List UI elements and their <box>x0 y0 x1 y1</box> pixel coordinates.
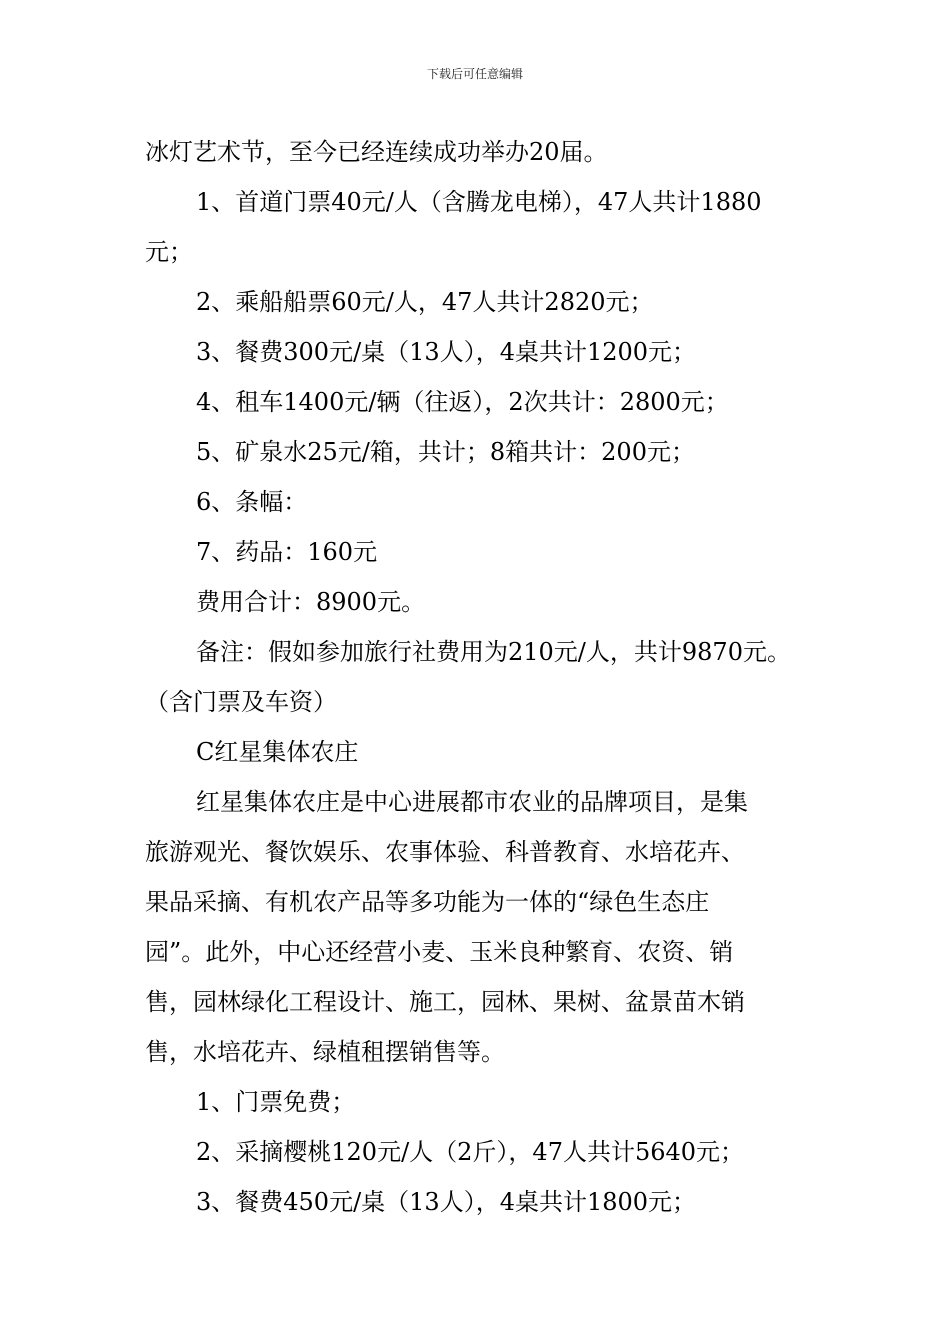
text-line: 2、乘船船票60元/人，47人共计2820元； <box>196 288 654 316</box>
text-line: 售，园林绿化工程设计、施工，园林、果树、盆景苗木销 <box>145 988 745 1016</box>
text-line: 5、矿泉水25元/箱，共计；8箱共计：200元； <box>196 438 695 466</box>
section-heading: C红星集体农庄 <box>196 738 359 766</box>
text-line: 园”。此外，中心还经营小麦、玉米良种繁育、农资、销 <box>145 938 734 966</box>
text-line: 费用合计：8900元。 <box>196 588 426 616</box>
text-line: 3、餐费450元/桌（13人），4桌共计1800元； <box>196 1188 697 1216</box>
text-line: 冰灯艺术节，至今已经连续成功举办20届。 <box>145 138 608 166</box>
text-line: （含门票及车资） <box>145 688 337 716</box>
text-line: 2、采摘樱桃120元/人（2斤），47人共计5640元； <box>196 1138 745 1166</box>
document-body <box>145 127 820 1227</box>
text-line: 元； <box>145 238 193 266</box>
text-line: 果品采摘、有机农产品等多功能为一体的“绿色生态庄 <box>145 888 710 916</box>
text-line: 旅游观光、餐饮娱乐、农事体验、科普教育、水培花卉、 <box>145 838 745 866</box>
text-line: 1、首道门票40元/人（含腾龙电梯），47人共计1880 <box>196 188 762 216</box>
text-line: 4、租车1400元/辆（往返），2次共计：2800元； <box>196 388 729 416</box>
page-header: 下载后可任意编辑 <box>426 67 523 81</box>
text-line: 备注：假如参加旅行社费用为210元/人，共计9870元。 <box>196 638 791 666</box>
text-line: 7、药品：160元 <box>196 538 378 566</box>
text-line: 售，水培花卉、绿植租摆销售等。 <box>145 1038 505 1066</box>
text-line: 红星集体农庄是中心进展都市农业的品牌项目，是集 <box>196 788 748 816</box>
text-line: 6、条幅： <box>196 488 308 516</box>
text-line: 3、餐费300元/桌（13人），4桌共计1200元； <box>196 338 697 366</box>
text-line: 1、门票免费； <box>196 1088 356 1116</box>
